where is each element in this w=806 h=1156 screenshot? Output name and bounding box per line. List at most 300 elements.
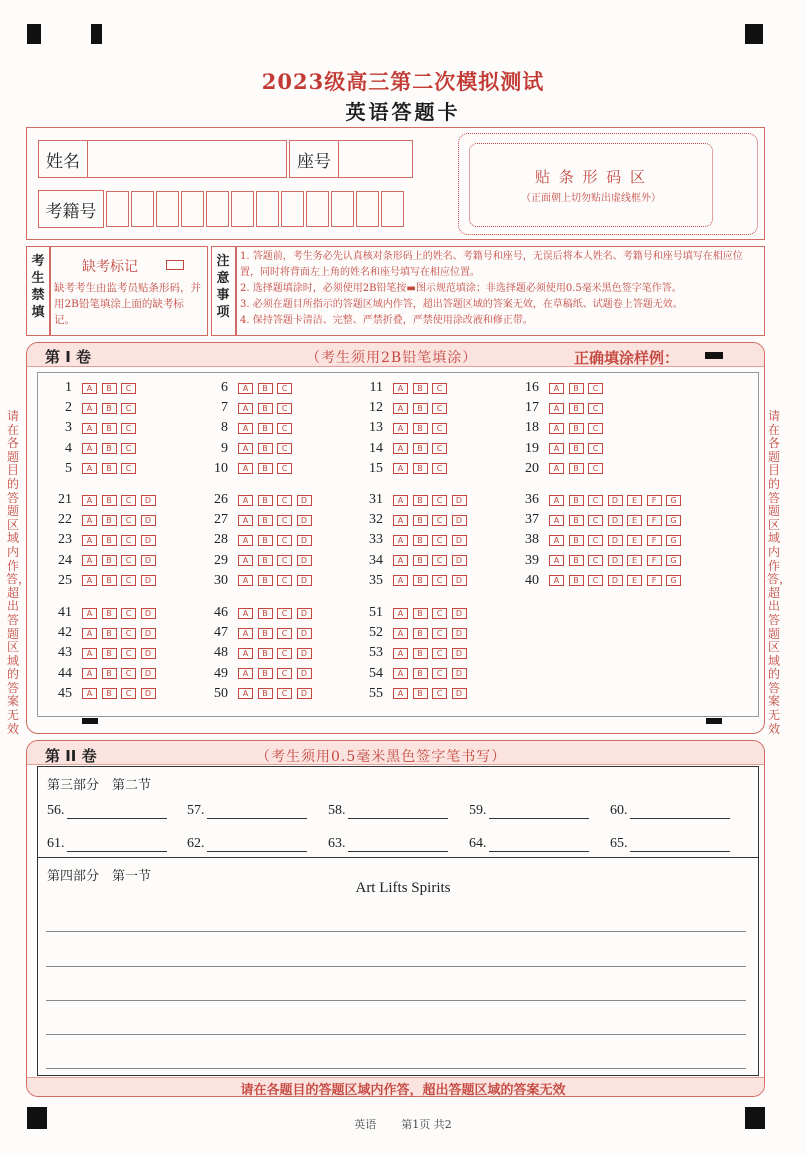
question-row xyxy=(208,553,316,569)
option-bubble-c[interactable]: C xyxy=(277,648,292,659)
option-bubble-c[interactable]: C xyxy=(121,628,136,639)
option-bubble-a[interactable]: A xyxy=(393,515,408,526)
option-bubble-a[interactable]: A xyxy=(393,688,408,699)
option-bubble-b[interactable]: B xyxy=(258,515,273,526)
option-bubble-c[interactable]: C xyxy=(277,555,292,566)
option-bubble-b[interactable]: B xyxy=(102,608,117,619)
option-bubble-c[interactable]: C xyxy=(432,403,447,414)
option-bubble-a[interactable]: A xyxy=(82,495,97,506)
option-bubble-b[interactable]: B xyxy=(413,535,428,546)
blank-58[interactable] xyxy=(328,803,448,819)
seat-label: 座号 xyxy=(289,140,339,178)
option-bubble-c[interactable]: C xyxy=(432,423,447,434)
option-bubble-c[interactable]: C xyxy=(277,608,292,619)
option-bubble-a[interactable]: A xyxy=(549,443,564,454)
part2-instruction: （考生须用0.5毫米黑色签字笔书写） xyxy=(256,749,507,765)
question-number: 9 xyxy=(221,440,228,456)
option-bubble-a[interactable]: A xyxy=(238,668,253,679)
card-subtitle: 英语答题卡 xyxy=(345,100,461,124)
option-bubble-d[interactable]: D xyxy=(452,688,467,699)
option-bubble-a[interactable]: A xyxy=(549,535,564,546)
option-bubble-d[interactable]: D xyxy=(141,608,156,619)
option-bubble-b[interactable]: B xyxy=(258,688,273,699)
option-bubble-d[interactable]: D xyxy=(452,668,467,679)
question-row xyxy=(208,686,316,702)
option-bubble-d[interactable]: D xyxy=(297,495,312,506)
option-bubble-b[interactable]: B xyxy=(102,383,117,394)
option-bubble-b[interactable]: B xyxy=(569,403,584,414)
option-bubble-g[interactable]: G xyxy=(666,515,681,526)
option-bubble-b[interactable]: B xyxy=(102,555,117,566)
option-bubble-b[interactable]: B xyxy=(413,688,428,699)
barcode-note: （正面朝上切勿贴出虚线框外） xyxy=(521,193,661,204)
option-bubble-a[interactable]: A xyxy=(238,403,253,414)
option-bubble-c[interactable]: C xyxy=(588,515,603,526)
option-bubble-b[interactable]: B xyxy=(102,515,117,526)
option-bubble-a[interactable]: A xyxy=(82,575,97,586)
exam-id-digit-box[interactable] xyxy=(356,191,379,227)
option-bubble-b[interactable]: B xyxy=(413,515,428,526)
option-bubble-c[interactable]: C xyxy=(277,463,292,474)
option-bubble-d[interactable]: D xyxy=(141,555,156,566)
option-bubble-b[interactable]: B xyxy=(102,688,117,699)
notice-list xyxy=(240,249,762,329)
option-bubble-b[interactable]: B xyxy=(413,628,428,639)
option-bubble-c[interactable]: C xyxy=(121,575,136,586)
option-bubble-d[interactable]: D xyxy=(141,535,156,546)
question-number: 40 xyxy=(525,572,539,588)
option-bubble-c[interactable]: C xyxy=(277,495,292,506)
option-bubble-b[interactable]: B xyxy=(258,608,273,619)
option-bubble-b[interactable]: B xyxy=(569,495,584,506)
option-bubble-b[interactable]: B xyxy=(102,463,117,474)
option-bubble-a[interactable]: A xyxy=(82,688,97,699)
option-bubble-b[interactable]: B xyxy=(258,575,273,586)
option-bubble-c[interactable]: C xyxy=(121,688,136,699)
name-label: 姓名 xyxy=(38,140,88,178)
option-bubble-c[interactable]: C xyxy=(432,608,447,619)
question-number: 19 xyxy=(525,440,539,456)
option-bubble-d[interactable]: D xyxy=(141,495,156,506)
option-bubble-c[interactable]: C xyxy=(121,555,136,566)
question-number: 51 xyxy=(369,605,383,620)
name-input-box[interactable] xyxy=(87,140,287,178)
option-bubble-d[interactable]: D xyxy=(608,535,623,546)
option-bubble-c[interactable]: C xyxy=(588,383,603,394)
question-row xyxy=(363,420,452,436)
option-bubble-c[interactable]: C xyxy=(121,608,136,619)
option-bubble-a[interactable]: A xyxy=(82,463,97,474)
option-bubble-b[interactable]: B xyxy=(258,495,273,506)
option-bubble-c[interactable]: C xyxy=(432,575,447,586)
option-bubble-e[interactable]: E xyxy=(627,575,642,586)
option-bubble-f[interactable]: F xyxy=(647,495,662,506)
exam-id-digit-box[interactable] xyxy=(306,191,329,227)
option-bubble-a[interactable]: A xyxy=(393,575,408,586)
option-bubble-d[interactable]: D xyxy=(452,515,467,526)
option-bubble-a[interactable]: A xyxy=(82,515,97,526)
option-bubble-c[interactable]: C xyxy=(121,648,136,659)
option-bubble-a[interactable]: A xyxy=(82,668,97,679)
option-bubble-g[interactable]: G xyxy=(666,575,681,586)
sample-label: 正确填涂样例： xyxy=(574,349,680,367)
exam-title: 2023级高三第二次模拟测试 xyxy=(261,69,545,94)
option-bubble-b[interactable]: B xyxy=(102,575,117,586)
option-bubble-c[interactable]: C xyxy=(121,383,136,394)
option-bubble-a[interactable]: A xyxy=(393,608,408,619)
blank-number: 59. xyxy=(469,803,487,818)
option-bubble-d[interactable]: D xyxy=(141,648,156,659)
option-bubble-a[interactable]: A xyxy=(549,463,564,474)
question-row xyxy=(208,512,316,528)
option-bubble-c[interactable]: C xyxy=(121,403,136,414)
option-bubble-c[interactable]: C xyxy=(432,443,447,454)
blank-57[interactable] xyxy=(187,803,307,819)
exam-id-digit-box[interactable] xyxy=(256,191,279,227)
option-bubble-a[interactable]: A xyxy=(549,423,564,434)
option-bubble-a[interactable]: A xyxy=(238,495,253,506)
question-number: 12 xyxy=(369,400,383,416)
option-bubble-b[interactable]: B xyxy=(413,443,428,454)
option-bubble-g[interactable]: G xyxy=(666,495,681,506)
option-bubble-a[interactable]: A xyxy=(393,423,408,434)
option-bubble-b[interactable]: B xyxy=(258,535,273,546)
question-number: 25 xyxy=(58,572,72,588)
option-bubble-b[interactable]: B xyxy=(413,575,428,586)
option-bubble-b[interactable]: B xyxy=(102,535,117,546)
option-bubble-c[interactable]: C xyxy=(432,515,447,526)
question-row xyxy=(363,532,471,548)
option-bubble-d[interactable]: D xyxy=(297,688,312,699)
option-bubble-b[interactable]: B xyxy=(569,575,584,586)
question-row xyxy=(519,553,686,569)
option-bubble-c[interactable]: C xyxy=(432,383,447,394)
option-bubble-c[interactable]: C xyxy=(432,495,447,506)
option-bubble-c[interactable]: C xyxy=(277,575,292,586)
option-bubble-c[interactable]: C xyxy=(432,668,447,679)
option-bubble-b[interactable]: B xyxy=(258,403,273,414)
absent-mark-box[interactable] xyxy=(166,260,184,270)
option-bubble-b[interactable]: B xyxy=(413,403,428,414)
blank-59[interactable] xyxy=(469,803,589,819)
option-bubble-f[interactable]: F xyxy=(647,535,662,546)
option-bubble-a[interactable]: A xyxy=(238,608,253,619)
question-number: 55 xyxy=(369,685,383,701)
option-bubble-c[interactable]: C xyxy=(121,668,136,679)
option-bubble-b[interactable]: B xyxy=(102,423,117,434)
option-bubble-a[interactable]: A xyxy=(82,555,97,566)
question-number: 44 xyxy=(58,665,72,681)
option-bubble-c[interactable]: C xyxy=(277,443,292,454)
option-bubble-c[interactable]: C xyxy=(588,463,603,474)
option-bubble-c[interactable]: C xyxy=(277,515,292,526)
option-bubble-c[interactable]: C xyxy=(121,495,136,506)
option-bubble-c[interactable]: C xyxy=(432,628,447,639)
option-bubble-b[interactable]: B xyxy=(569,423,584,434)
option-bubble-b[interactable]: B xyxy=(413,495,428,506)
option-bubble-a[interactable]: A xyxy=(549,495,564,506)
exam-id-digit-box[interactable] xyxy=(106,191,129,227)
option-bubble-c[interactable]: C xyxy=(277,535,292,546)
option-bubble-d[interactable]: D xyxy=(297,575,312,586)
option-bubble-b[interactable]: B xyxy=(413,668,428,679)
question-number: 3 xyxy=(65,420,72,436)
option-bubble-c[interactable]: C xyxy=(277,668,292,679)
exam-id-digit-box[interactable] xyxy=(181,191,204,227)
option-bubble-c[interactable]: C xyxy=(277,688,292,699)
option-bubble-a[interactable]: A xyxy=(549,575,564,586)
option-bubble-c[interactable]: C xyxy=(588,423,603,434)
question-row xyxy=(208,573,316,589)
option-bubble-a[interactable]: A xyxy=(393,628,408,639)
blank-61[interactable] xyxy=(47,836,167,852)
absent-divider xyxy=(49,246,51,336)
option-bubble-b[interactable]: B xyxy=(102,648,117,659)
option-bubble-d[interactable]: D xyxy=(141,628,156,639)
option-bubble-b[interactable]: B xyxy=(258,423,273,434)
option-bubble-a[interactable]: A xyxy=(238,575,253,586)
option-bubble-c[interactable]: C xyxy=(121,423,136,434)
question-row xyxy=(363,666,471,682)
exam-id-digit-box[interactable] xyxy=(331,191,354,227)
option-bubble-b[interactable]: B xyxy=(258,628,273,639)
option-bubble-a[interactable]: A xyxy=(393,463,408,474)
option-bubble-b[interactable]: B xyxy=(413,423,428,434)
option-bubble-a[interactable]: A xyxy=(238,463,253,474)
blank-62[interactable] xyxy=(187,836,307,852)
question-number: 43 xyxy=(58,645,72,661)
option-bubble-c[interactable]: C xyxy=(432,463,447,474)
option-bubble-d[interactable]: D xyxy=(452,495,467,506)
option-bubble-a[interactable]: A xyxy=(393,535,408,546)
option-bubble-d[interactable]: D xyxy=(452,648,467,659)
option-bubble-c[interactable]: C xyxy=(432,688,447,699)
option-bubble-c[interactable]: C xyxy=(588,403,603,414)
option-bubble-c[interactable]: C xyxy=(432,555,447,566)
footer-page: 第1页 共2 xyxy=(401,1118,452,1131)
option-bubble-a[interactable]: A xyxy=(238,383,253,394)
option-bubble-c[interactable]: C xyxy=(277,628,292,639)
timing-mark-left xyxy=(82,718,98,724)
option-bubble-d[interactable]: D xyxy=(297,668,312,679)
option-bubble-a[interactable]: A xyxy=(238,443,253,454)
option-bubble-a[interactable]: A xyxy=(238,688,253,699)
option-bubble-d[interactable]: D xyxy=(297,515,312,526)
option-bubble-a[interactable]: A xyxy=(82,383,97,394)
option-bubble-c[interactable]: C xyxy=(588,495,603,506)
section3-title: 第三部分 第二节 xyxy=(47,778,152,793)
option-bubble-b[interactable]: B xyxy=(569,463,584,474)
blank-64[interactable] xyxy=(469,836,589,852)
option-bubble-c[interactable]: C xyxy=(277,383,292,394)
question-row xyxy=(519,492,686,508)
option-bubble-a[interactable]: A xyxy=(82,608,97,619)
exam-id-digit-box[interactable] xyxy=(156,191,179,227)
option-bubble-b[interactable]: B xyxy=(413,555,428,566)
option-bubble-c[interactable]: C xyxy=(121,535,136,546)
option-bubble-e[interactable]: E xyxy=(627,555,642,566)
footer-subject: 英语 xyxy=(354,1118,377,1131)
option-bubble-a[interactable]: A xyxy=(393,555,408,566)
option-bubble-d[interactable]: D xyxy=(297,648,312,659)
option-bubble-a[interactable]: A xyxy=(393,403,408,414)
blank-63[interactable] xyxy=(328,836,448,852)
option-bubble-a[interactable]: A xyxy=(238,628,253,639)
option-bubble-d[interactable]: D xyxy=(608,575,623,586)
absent-vertical-label: 考生禁填 xyxy=(31,254,45,320)
option-bubble-d[interactable]: D xyxy=(297,555,312,566)
blank-number: 56. xyxy=(47,803,65,818)
option-bubble-d[interactable]: D xyxy=(297,535,312,546)
option-bubble-c[interactable]: C xyxy=(588,575,603,586)
option-bubble-c[interactable]: C xyxy=(277,403,292,414)
option-bubble-e[interactable]: E xyxy=(627,535,642,546)
option-bubble-a[interactable]: A xyxy=(393,495,408,506)
option-bubble-a[interactable]: A xyxy=(393,443,408,454)
option-bubble-b[interactable]: B xyxy=(102,403,117,414)
exam-id-digit-box[interactable] xyxy=(381,191,404,227)
option-bubble-c[interactable]: C xyxy=(121,443,136,454)
option-bubble-d[interactable]: D xyxy=(452,575,467,586)
option-bubble-g[interactable]: G xyxy=(666,535,681,546)
option-bubble-b[interactable]: B xyxy=(258,648,273,659)
option-bubble-a[interactable]: A xyxy=(238,648,253,659)
option-bubble-c[interactable]: C xyxy=(588,535,603,546)
option-bubble-e[interactable]: E xyxy=(627,515,642,526)
option-bubble-b[interactable]: B xyxy=(413,383,428,394)
option-bubble-d[interactable]: D xyxy=(608,555,623,566)
option-bubble-b[interactable]: B xyxy=(102,668,117,679)
option-bubble-d[interactable]: D xyxy=(452,555,467,566)
option-bubble-a[interactable]: A xyxy=(393,648,408,659)
exam-id-digit-box[interactable] xyxy=(131,191,154,227)
option-bubble-b[interactable]: B xyxy=(569,515,584,526)
option-bubble-c[interactable]: C xyxy=(121,515,136,526)
option-bubble-a[interactable]: A xyxy=(549,515,564,526)
timing-mark-right xyxy=(706,718,722,724)
option-bubble-a[interactable]: A xyxy=(549,383,564,394)
option-bubble-f[interactable]: F xyxy=(647,555,662,566)
blank-number: 60. xyxy=(610,803,628,818)
option-bubble-a[interactable]: A xyxy=(82,535,97,546)
option-bubble-b[interactable]: B xyxy=(102,443,117,454)
question-number: 53 xyxy=(369,645,383,661)
option-bubble-a[interactable]: A xyxy=(238,515,253,526)
option-bubble-d[interactable]: D xyxy=(141,668,156,679)
option-bubble-g[interactable]: G xyxy=(666,555,681,566)
option-bubble-b[interactable]: B xyxy=(258,443,273,454)
writing-line[interactable] xyxy=(46,1000,746,1001)
option-bubble-d[interactable]: D xyxy=(608,495,623,506)
option-bubble-a[interactable]: A xyxy=(82,648,97,659)
question-number: 11 xyxy=(369,380,383,395)
question-number: 2 xyxy=(65,400,72,416)
question-row xyxy=(52,573,160,589)
question-row xyxy=(52,400,141,416)
question-row xyxy=(519,512,686,528)
option-bubble-d[interactable]: D xyxy=(452,608,467,619)
option-bubble-d[interactable]: D xyxy=(297,608,312,619)
blank-60[interactable] xyxy=(610,803,730,819)
option-bubble-b[interactable]: B xyxy=(258,668,273,679)
question-number: 18 xyxy=(525,420,539,436)
question-number: 54 xyxy=(369,665,383,681)
option-bubble-a[interactable]: A xyxy=(238,423,253,434)
option-bubble-c[interactable]: C xyxy=(588,555,603,566)
page-footer xyxy=(0,1116,806,1132)
barcode-title: 贴 条 形 码 区 xyxy=(534,168,648,186)
option-bubble-c[interactable]: C xyxy=(588,443,603,454)
option-bubble-b[interactable]: B xyxy=(258,555,273,566)
option-bubble-a[interactable]: A xyxy=(238,555,253,566)
option-bubble-b[interactable]: B xyxy=(413,463,428,474)
question-row xyxy=(52,380,141,396)
option-bubble-f[interactable]: F xyxy=(647,575,662,586)
question-number: 4 xyxy=(65,440,72,456)
option-bubble-a[interactable]: A xyxy=(82,443,97,454)
blank-56[interactable] xyxy=(47,803,167,819)
question-number: 23 xyxy=(58,532,72,548)
option-bubble-e[interactable]: E xyxy=(627,495,642,506)
option-bubble-b[interactable]: B xyxy=(258,463,273,474)
option-bubble-c[interactable]: C xyxy=(432,648,447,659)
option-bubble-b[interactable]: B xyxy=(413,608,428,619)
option-bubble-c[interactable]: C xyxy=(432,535,447,546)
question-row xyxy=(52,666,160,682)
option-bubble-a[interactable]: A xyxy=(393,383,408,394)
writing-line[interactable] xyxy=(46,1034,746,1035)
exam-id-digit-box[interactable] xyxy=(281,191,304,227)
question-number: 13 xyxy=(369,420,383,436)
option-bubble-d[interactable]: D xyxy=(141,515,156,526)
writing-line[interactable] xyxy=(46,931,746,932)
exam-id-digit-box[interactable] xyxy=(206,191,229,227)
blank-65[interactable] xyxy=(610,836,730,852)
option-bubble-a[interactable]: A xyxy=(82,423,97,434)
seat-input-box[interactable] xyxy=(338,140,413,178)
option-bubble-c[interactable]: C xyxy=(121,463,136,474)
option-bubble-d[interactable]: D xyxy=(452,535,467,546)
option-bubble-d[interactable]: D xyxy=(452,628,467,639)
option-bubble-a[interactable]: A xyxy=(82,403,97,414)
option-bubble-b[interactable]: B xyxy=(569,443,584,454)
option-bubble-b[interactable]: B xyxy=(569,555,584,566)
option-bubble-c[interactable]: C xyxy=(277,423,292,434)
writing-line[interactable] xyxy=(46,1068,746,1069)
question-number: 29 xyxy=(214,552,228,568)
registration-mark-top-left-2 xyxy=(91,24,102,44)
option-bubble-a[interactable]: A xyxy=(549,555,564,566)
option-bubble-d[interactable]: D xyxy=(141,575,156,586)
option-bubble-a[interactable]: A xyxy=(82,628,97,639)
option-bubble-f[interactable]: F xyxy=(647,515,662,526)
option-bubble-b[interactable]: B xyxy=(258,383,273,394)
option-bubble-b[interactable]: B xyxy=(102,495,117,506)
option-bubble-a[interactable]: A xyxy=(393,668,408,679)
writing-line[interactable] xyxy=(46,966,746,967)
option-bubble-b[interactable]: B xyxy=(569,383,584,394)
option-bubble-b[interactable]: B xyxy=(102,628,117,639)
option-bubble-b[interactable]: B xyxy=(413,648,428,659)
option-bubble-d[interactable]: D xyxy=(141,688,156,699)
option-bubble-d[interactable]: D xyxy=(297,628,312,639)
exam-id-digit-box[interactable] xyxy=(231,191,254,227)
option-bubble-a[interactable]: A xyxy=(549,403,564,414)
option-bubble-b[interactable]: B xyxy=(569,535,584,546)
left-side-note: 请在各题目的答题区域内作答，超出答题区域的答案无效 xyxy=(6,409,31,736)
option-bubble-a[interactable]: A xyxy=(238,535,253,546)
option-bubble-d[interactable]: D xyxy=(608,515,623,526)
